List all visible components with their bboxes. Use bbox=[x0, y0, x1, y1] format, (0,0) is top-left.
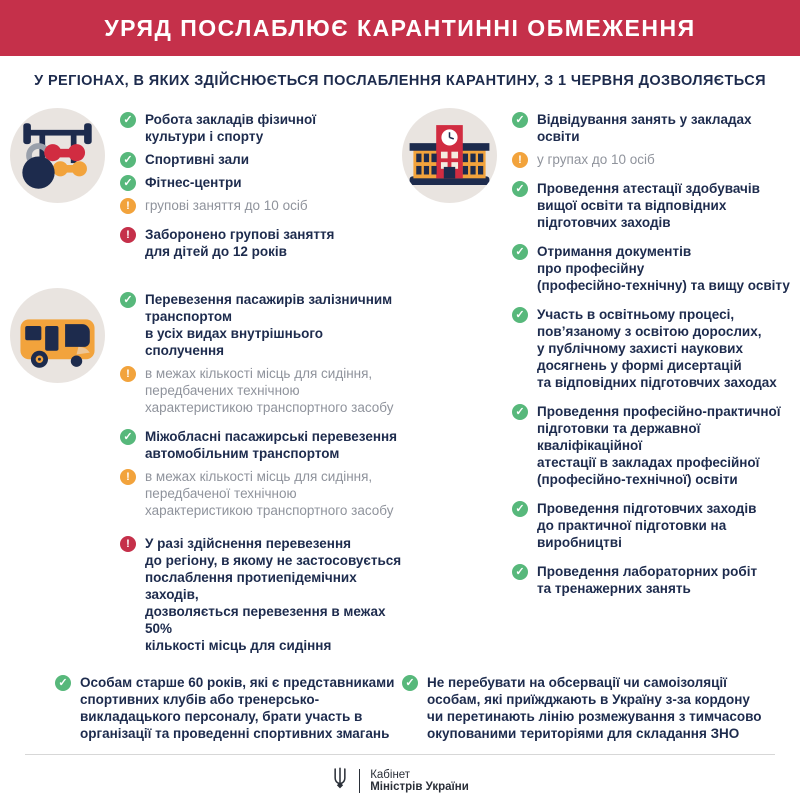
check-icon: ✓ bbox=[120, 112, 136, 128]
trident-icon bbox=[331, 766, 349, 795]
check-icon: ✓ bbox=[512, 112, 528, 128]
footer-logo bbox=[0, 755, 800, 805]
school-icon bbox=[402, 108, 497, 203]
item-text: Спортивні зали bbox=[145, 152, 249, 167]
government-name-line1: Кабінет bbox=[370, 768, 411, 781]
bus-icon bbox=[10, 288, 105, 383]
list-item bbox=[512, 500, 794, 551]
list-item bbox=[512, 243, 794, 294]
list-item bbox=[120, 428, 402, 462]
item-text: Міжобласні пасажирські перевезення автомобільним транспортом bbox=[145, 429, 398, 461]
item-text: Заборонено групові заняття для дітей до 12 років bbox=[145, 227, 335, 259]
list-item bbox=[512, 180, 794, 231]
main-content bbox=[0, 102, 800, 660]
item-text: в межах кількості місць для сидіння, передбаченої технічною характеристикою транспортного засобу bbox=[145, 469, 394, 518]
section-transport bbox=[10, 288, 402, 660]
list-item bbox=[120, 291, 402, 359]
government-name bbox=[359, 769, 469, 793]
item-text: Проведення атестації здобувачів вищої освіти та відповідних підготовчих заходів bbox=[537, 181, 760, 230]
item-text: Отримання документів про професійну (професійно-технічну) та вищу освіту bbox=[537, 244, 790, 293]
item-text: Проведення лабораторних робіт та тренажерних занять bbox=[537, 564, 758, 596]
item-text: Перевезення пасажирів залізничним транспортом в усіх видах внутрішнього сполучення bbox=[145, 292, 393, 358]
check-icon: ✓ bbox=[120, 175, 136, 191]
check-icon: ✓ bbox=[512, 564, 528, 580]
item-text: в межах кількості місць для сидіння, передбачених технічною характеристикою транспортного засобу bbox=[145, 366, 394, 415]
note-zno-observation bbox=[402, 674, 794, 742]
check-icon: ✓ bbox=[402, 675, 418, 691]
list-item bbox=[512, 111, 794, 145]
transport-list bbox=[120, 288, 402, 660]
warning-icon: ! bbox=[120, 366, 136, 382]
check-icon: ✓ bbox=[512, 244, 528, 260]
check-icon: ✓ bbox=[512, 307, 528, 323]
section-education bbox=[402, 108, 794, 603]
list-item bbox=[120, 365, 402, 416]
list-item bbox=[120, 197, 334, 214]
check-icon: ✓ bbox=[512, 501, 528, 517]
warning-icon: ! bbox=[512, 152, 528, 168]
list-item bbox=[120, 151, 334, 168]
item-text: у групах до 10 осіб bbox=[537, 152, 655, 167]
item-text: Робота закладів фізичної культури і спорту bbox=[145, 112, 317, 144]
note-text: Не перебувати на обсервації чи самоізоляції особам, які приїжджають в Україну з-за кордону чи перетинають лінію розмежування з тимчасово окупованими територіями для складання ЗНО bbox=[427, 675, 762, 741]
subtitle: У РЕГІОНАХ, В ЯКИХ ЗДІЙСНЮЄТЬСЯ ПОСЛАБЛЕННЯ КАРАНТИНУ, З 1 ЧЕРВНЯ ДОЗВОЛЯЄТЬСЯ bbox=[34, 73, 766, 89]
check-icon: ✓ bbox=[120, 152, 136, 168]
forbidden-icon: ! bbox=[120, 227, 136, 243]
list-item bbox=[120, 226, 334, 260]
bottom-notes bbox=[0, 674, 800, 742]
left-column bbox=[10, 108, 402, 660]
check-icon: ✓ bbox=[512, 181, 528, 197]
warning-icon: ! bbox=[120, 469, 136, 485]
item-text: Відвідування занять у закладах освіти bbox=[537, 112, 752, 144]
check-icon: ✓ bbox=[120, 429, 136, 445]
government-name-line2: Міністрів України bbox=[370, 780, 469, 793]
section-sport bbox=[10, 108, 402, 266]
list-item bbox=[120, 111, 334, 145]
item-text: У разі здійснення перевезення до регіону, в якому не застосовується послаблення протиепідемічних заходів, дозволяється перевезення в межах 50% кількості місць для сидіння bbox=[145, 536, 402, 653]
list-item bbox=[512, 151, 794, 168]
list-item bbox=[120, 174, 334, 191]
item-text: Проведення підготовчих заходів до практичної підготовки на виробництві bbox=[537, 501, 757, 550]
forbidden-icon: ! bbox=[120, 536, 136, 552]
education-list bbox=[512, 108, 794, 603]
list-item bbox=[512, 403, 794, 488]
list-item bbox=[512, 306, 794, 391]
note-text: Особам старше 60 років, які є представниками спортивних клубів або тренерсько- викладацького персоналу, брати участь в організації та проведенні спортивних змагань bbox=[80, 675, 395, 741]
list-item bbox=[120, 468, 402, 519]
sport-list bbox=[120, 108, 334, 266]
note-sport-60plus bbox=[10, 674, 402, 742]
list-item bbox=[120, 535, 402, 654]
warning-icon: ! bbox=[120, 198, 136, 214]
check-icon: ✓ bbox=[120, 292, 136, 308]
gym-icon bbox=[10, 108, 105, 203]
item-text: Участь в освітньому процесі, пов’язаному з освітою дорослих, у публічному захисті наукових досягнень у формі дисертацій та відповідних підготовчих заходах bbox=[537, 307, 777, 390]
right-column bbox=[402, 108, 794, 660]
header-banner bbox=[0, 0, 800, 56]
check-icon: ✓ bbox=[55, 675, 71, 691]
page-title: УРЯД ПОСЛАБЛЮЄ КАРАНТИННІ ОБМЕЖЕННЯ bbox=[104, 14, 696, 41]
item-text: Фітнес-центри bbox=[145, 175, 242, 190]
item-text: Проведення професійно-практичної підготовки та державної кваліфікаційної атестації в закладах професійної (професійно-технічної) освіти bbox=[537, 404, 781, 487]
list-item bbox=[512, 563, 794, 597]
check-icon: ✓ bbox=[512, 404, 528, 420]
item-text: групові заняття до 10 осіб bbox=[145, 198, 308, 213]
